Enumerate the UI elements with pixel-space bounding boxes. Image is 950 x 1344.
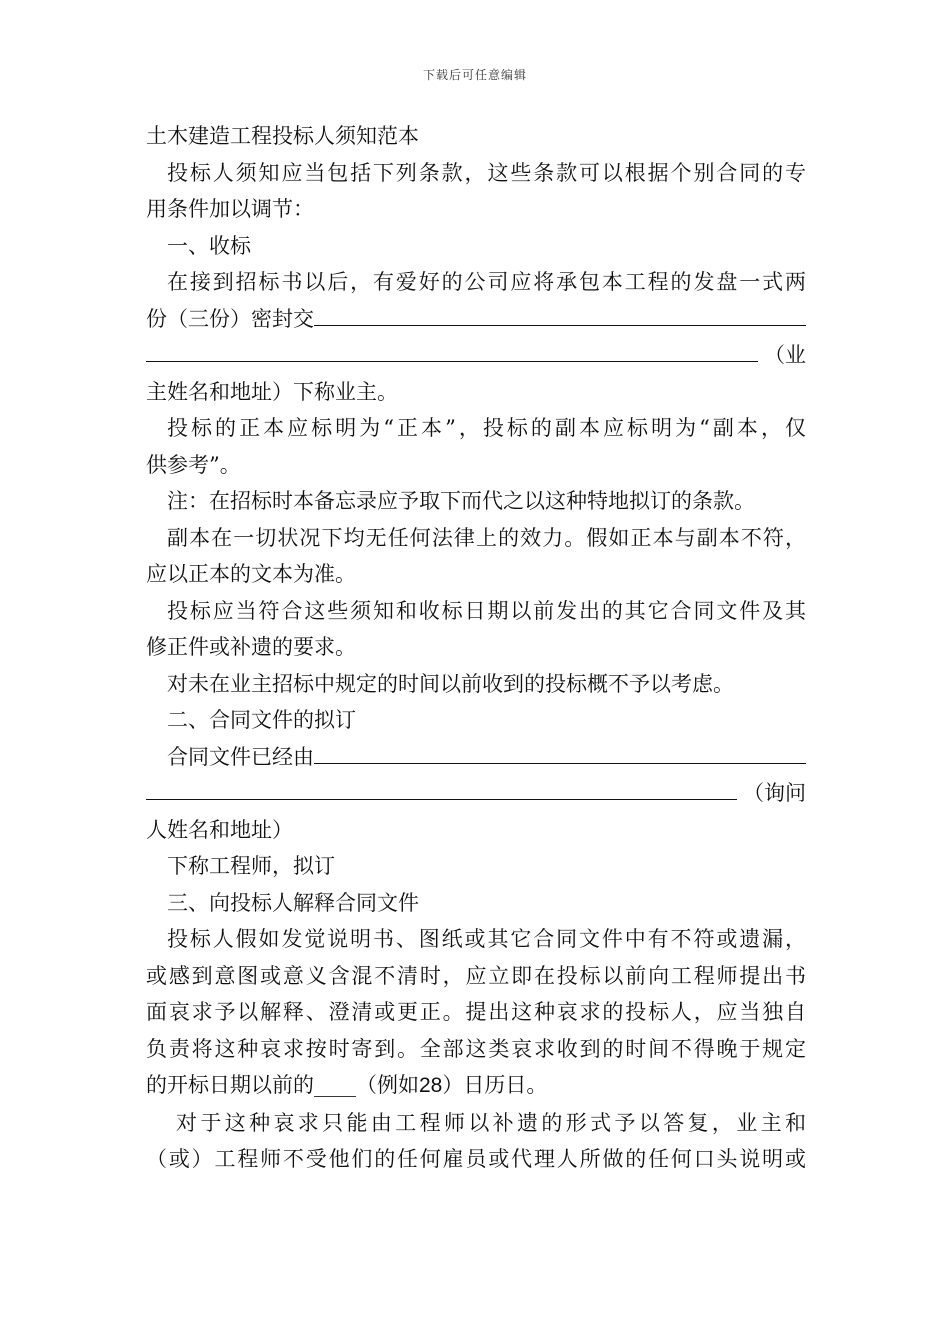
paragraph-line: 对未在业主招标中规定的时间以前收到的投标概不予以考虑。: [167, 671, 734, 696]
paragraph-line: 合同文件已经由: [167, 744, 314, 769]
fill-in-line: [146, 301, 806, 338]
paragraph-line: 投标应当符合这些须知和收标日期以前发出的其它合同文件及其: [167, 598, 806, 623]
fill-in-line: [146, 775, 806, 812]
paragraph-line: 人姓名和地址）: [146, 817, 293, 842]
paragraph-line: 投标人须知应当包括下列条款，这些条款可以根据个别合同的专: [167, 160, 806, 185]
paragraph-line: 主姓名和地址）下称业主。: [146, 379, 398, 404]
text-span: ）日历日。: [442, 1073, 548, 1097]
paragraph-line: （或）工程师不受他们的任何雇员或代理人所做的任何口头说明或: [146, 1147, 806, 1171]
document-title: 土木建造工程投标人须知范本: [146, 124, 419, 148]
paragraph-line: 投标的正本应标明为“正本”，投标的副本应标明为“副本，仅: [167, 416, 806, 440]
paragraph-line: 供参考”。: [146, 452, 241, 477]
fill-in-line: [146, 739, 806, 776]
section-heading-1: 一、收标: [167, 233, 251, 258]
fill-in-line: [146, 337, 806, 374]
text-span: 的开标日期以前的____（例如: [146, 1073, 419, 1097]
paragraph-line: 用条件加以调节：: [146, 197, 314, 221]
note-line: 注：在招标时本备忘录应予取下而代之以这种特地拟订的条款。: [167, 489, 755, 513]
paragraph-line: 负责将这种哀求按时寄到。全部这类哀求收到的时间不得晚于规定: [146, 1036, 806, 1061]
paragraph-line: 份（三份）密封交: [146, 306, 314, 331]
paragraph-line: 对于这种哀求只能由工程师以补遗的形式予以答复，业主和: [176, 1110, 806, 1135]
blank-underline: [314, 762, 806, 764]
paragraph-line: 投标人假如发觉说明书、图纸或其它合同文件中有不符或遗漏，: [167, 927, 806, 951]
document-body: [146, 118, 806, 1178]
paragraph-line: 应以正本的文本为准。: [146, 562, 356, 586]
paragraph-line: （询问: [743, 781, 806, 805]
paragraph-line: 面哀求予以解释、澄清或更正。提出这种哀求的投标人，应当独自: [146, 1000, 806, 1024]
paragraph-line: 修正件或补遗的要求。: [146, 635, 356, 659]
section-heading-2: 二、合同文件的拟订: [167, 708, 356, 732]
blank-underline: [146, 360, 758, 362]
paragraph-line: 在接到招标书以后，有爱好的公司应将承包本工程的发盘一式两: [167, 270, 806, 294]
blank-underline: [314, 324, 806, 326]
number-span: 28: [419, 1074, 443, 1097]
paragraph-line: 或感到意图或意义含混不清时，应立即在投标以前向工程师提出书: [146, 963, 806, 988]
paragraph-line: （业: [764, 343, 806, 367]
paragraph-line: 下称工程师，拟订: [167, 854, 335, 878]
section-heading-3: 三、向投标人解释合同文件: [167, 890, 419, 915]
paragraph-line: [146, 1067, 806, 1105]
blank-underline: [146, 798, 737, 800]
paragraph-line: 副本在一切状况下均无任何法律上的效力。假如正本与副本不符，: [167, 525, 806, 550]
page-header: 下载后可任意编辑: [422, 68, 527, 82]
